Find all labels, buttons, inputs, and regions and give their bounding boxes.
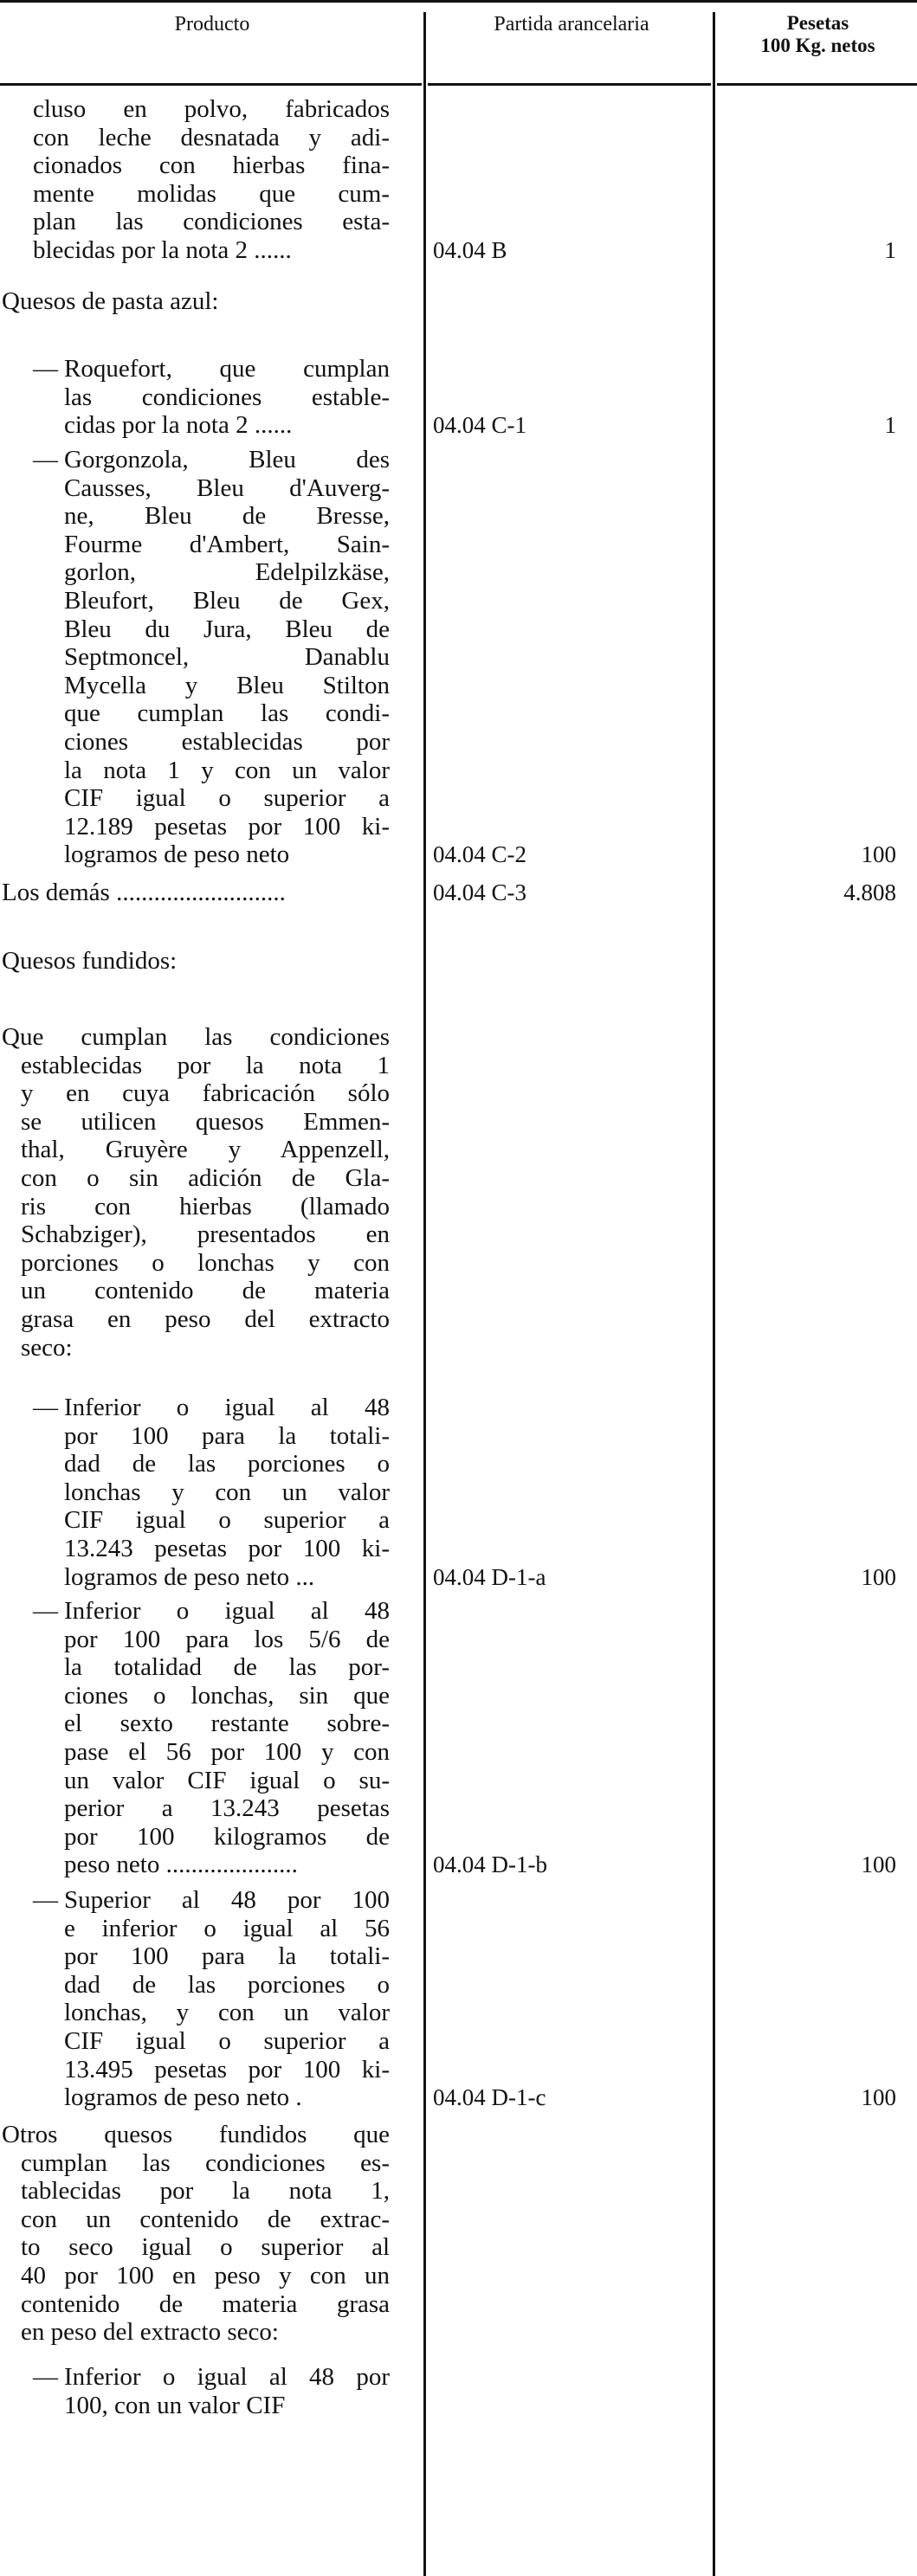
- pesetas-value: 4.808: [843, 879, 896, 905]
- description-lines: [2, 947, 390, 976]
- header-producto: Producto: [174, 13, 250, 35]
- description-line: logramos de peso neto .: [64, 2083, 302, 2112]
- table-row: [0, 2121, 917, 2347]
- description-lines: [33, 355, 390, 440]
- description-line: cionados con hierbas fina-: [33, 151, 390, 180]
- table-row: [0, 947, 917, 976]
- header-pesetas: [719, 12, 917, 57]
- pesetas-value: 1: [884, 236, 896, 263]
- description-line: ciones establecidas por: [64, 727, 390, 756]
- description-line: Superior al 48 por 100: [64, 1886, 390, 1914]
- description-line: la nota 1 y con un valor: [64, 756, 390, 784]
- description-line: establecidas por la nota 1: [21, 1051, 390, 1079]
- tariff-code: 04.04 C-3: [433, 879, 526, 905]
- product-description: [2, 2121, 390, 2347]
- product-description: [33, 95, 390, 265]
- description-lines: [33, 1597, 390, 1879]
- table-row: [0, 446, 917, 869]
- tariff-code: 04.04 C-1: [433, 412, 526, 439]
- description-line: Que cumplan las condiciones: [2, 1023, 390, 1051]
- table-row: [0, 879, 917, 907]
- description-lines: [33, 446, 390, 869]
- description-line: cumplan las condiciones es-: [21, 2148, 390, 2177]
- description-line: lonchas y con un valor: [64, 1478, 390, 1506]
- description-line: CIF igual o superior a: [64, 1506, 390, 1535]
- tariff-code: 04.04 D-1-c: [433, 2084, 546, 2111]
- description-line: ne, Bleu de Bresse,: [64, 502, 390, 531]
- description-line: por 100 para los 5/6 de: [64, 1625, 390, 1653]
- product-description: [33, 355, 390, 440]
- description-line: dad de las porciones o: [64, 1970, 390, 1999]
- tariff-code: 04.04 C-2: [433, 841, 526, 868]
- description-line: con o sin adición de Gla-: [21, 1163, 390, 1192]
- description-line: Bleufort, Bleu de Gex,: [64, 586, 390, 615]
- header-rule-left: [0, 83, 422, 86]
- top-rule: [0, 0, 917, 3]
- description-line: contenido de materia grasa: [21, 2289, 390, 2318]
- description-line: Inferior o igual al 48 por: [64, 2363, 390, 2391]
- dash-marker: —: [33, 355, 58, 383]
- table-row: [0, 355, 917, 440]
- description-line: la totalidad de las por-: [64, 1653, 390, 1682]
- tariff-code: 04.04 D-1-a: [433, 1563, 546, 1590]
- description-line: Inferior o igual al 48: [64, 1394, 390, 1421]
- table-row: [0, 1023, 917, 1362]
- table-row: [0, 1597, 917, 1879]
- description-line: y en cuya fabricación sólo: [21, 1079, 390, 1108]
- product-description: [33, 1394, 390, 1591]
- description-line: Gorgonzola, Bleu des: [64, 446, 390, 473]
- description-lines: [33, 2363, 390, 2419]
- description-line: pase el 56 por 100 y con: [64, 1737, 390, 1766]
- description-line: por 100 para la totali-: [64, 1421, 390, 1450]
- table-row: [0, 1886, 917, 2112]
- product-description: [2, 947, 390, 976]
- description-lines: [2, 2121, 390, 2347]
- description-line: logramos de peso neto: [64, 840, 290, 869]
- description-line: tablecidas por la nota 1,: [21, 2177, 390, 2206]
- header-rule-right: [717, 83, 917, 86]
- description-line: porciones o lonchas y con: [21, 1248, 390, 1277]
- header-partida: Partida arancelaria: [494, 13, 649, 35]
- header-rule-middle: [428, 83, 711, 86]
- description-line: Mycella y Bleu Stilton: [64, 671, 390, 699]
- description-line: mente molidas que cum-: [33, 179, 390, 208]
- table-row: [0, 2363, 917, 2419]
- dash-marker: —: [33, 2363, 58, 2391]
- description-line: CIF igual o superior a: [64, 784, 390, 813]
- description-line: peso neto .....................: [64, 1851, 298, 1879]
- description-line: se utilicen quesos Emmen-: [21, 1107, 390, 1136]
- description-line: un valor CIF igual o su-: [64, 1766, 390, 1794]
- tariff-code: 04.04 D-1-b: [433, 1852, 547, 1878]
- dash-marker: —: [33, 1886, 58, 1914]
- description-lines: [33, 1886, 390, 2112]
- description-line: logramos de peso neto ...: [64, 1562, 315, 1591]
- pesetas-value: 100: [861, 2084, 896, 2111]
- dash-marker: —: [33, 446, 58, 473]
- description-line: CIF igual o superior a: [64, 2026, 390, 2055]
- header-pesetas-line2: 100 Kg. netos: [760, 35, 875, 56]
- pesetas-value: 100: [861, 1563, 896, 1590]
- description-line: Fourme d'Ambert, Sain-: [64, 530, 390, 558]
- description-line: thal, Gruyère y Appenzell,: [21, 1136, 390, 1164]
- description-line: gorlon, Edelpilzkäse,: [64, 558, 390, 587]
- description-line: el sexto restante sobre-: [64, 1710, 390, 1738]
- description-line: ciones o lonchas, sin que: [64, 1681, 390, 1710]
- header-pesetas-line1: Pesetas: [786, 12, 849, 34]
- description-line: 13.495 pesetas por 100 ki-: [64, 2055, 390, 2083]
- product-description: [33, 1886, 390, 2112]
- description-lines: [2, 1023, 390, 1362]
- description-line: grasa en peso del extracto: [21, 1304, 390, 1333]
- description-line: Inferior o igual al 48: [64, 1597, 390, 1625]
- description-line: Causses, Bleu d'Auverg-: [64, 473, 390, 502]
- dash-marker: —: [33, 1394, 58, 1421]
- description-line: lonchas, y con un valor: [64, 1999, 390, 2027]
- product-description: [33, 1597, 390, 1879]
- description-line: Septmoncel, Danablu: [64, 643, 390, 672]
- description-line: Roquefort, que cumplan: [64, 355, 390, 383]
- description-line: con un contenido de extrac-: [21, 2205, 390, 2233]
- description-line: Los demás ...........................: [2, 879, 286, 906]
- dash-marker: —: [33, 1597, 58, 1625]
- description-lines: [2, 287, 390, 316]
- description-line: dad de las porciones o: [64, 1450, 390, 1478]
- description-line: 100, con un valor CIF: [64, 2391, 286, 2419]
- product-description: [33, 446, 390, 869]
- pesetas-value: 100: [861, 841, 896, 868]
- description-line: Quesos de pasta azul:: [2, 287, 219, 315]
- product-description: [2, 879, 390, 907]
- description-line: seco:: [21, 1333, 73, 1362]
- description-line: por 100 para la totali-: [64, 1942, 390, 1971]
- description-line: cidas por la nota 2 ......: [64, 411, 293, 440]
- table-row: [0, 95, 917, 265]
- product-description: [2, 1023, 390, 1362]
- table-row: [0, 1394, 917, 1591]
- description-line: plan las condiciones esta-: [33, 208, 390, 236]
- description-line: 12.189 pesetas por 100 ki-: [64, 812, 390, 840]
- description-line: un contenido de materia: [21, 1277, 390, 1305]
- description-line: Otros quesos fundidos que: [2, 2121, 390, 2148]
- product-description: [2, 287, 390, 316]
- pesetas-value: 1: [884, 412, 896, 439]
- description-line: Quesos fundidos:: [2, 947, 178, 975]
- pesetas-value: 100: [861, 1852, 896, 1878]
- table-row: [0, 287, 917, 316]
- description-line: con leche desnatada y adi-: [33, 123, 390, 151]
- description-line: por 100 kilogramos de: [64, 1822, 390, 1851]
- description-line: Schabziger), presentados en: [21, 1220, 390, 1249]
- product-description: [33, 2363, 390, 2419]
- description-line: to seco igual o superior al: [21, 2233, 390, 2262]
- description-line: las condiciones estable-: [64, 383, 390, 411]
- description-line: blecidas por la nota 2 ......: [33, 235, 292, 264]
- description-lines: [33, 95, 390, 265]
- description-line: Bleu du Jura, Bleu de: [64, 615, 390, 643]
- description-lines: [2, 879, 390, 907]
- description-line: en peso del extracto seco:: [21, 2318, 279, 2347]
- description-line: 40 por 100 en peso y con un: [21, 2261, 390, 2289]
- description-line: que cumplan las condi-: [64, 699, 390, 728]
- description-line: e inferior o igual al 56: [64, 1914, 390, 1942]
- description-line: perior a 13.243 pesetas: [64, 1794, 390, 1823]
- description-line: ris con hierbas (llamado: [21, 1192, 390, 1220]
- description-line: 13.243 pesetas por 100 ki-: [64, 1534, 390, 1562]
- description-lines: [33, 1394, 390, 1591]
- description-line: cluso en polvo, fabricados: [33, 95, 390, 123]
- tariff-code: 04.04 B: [433, 236, 507, 263]
